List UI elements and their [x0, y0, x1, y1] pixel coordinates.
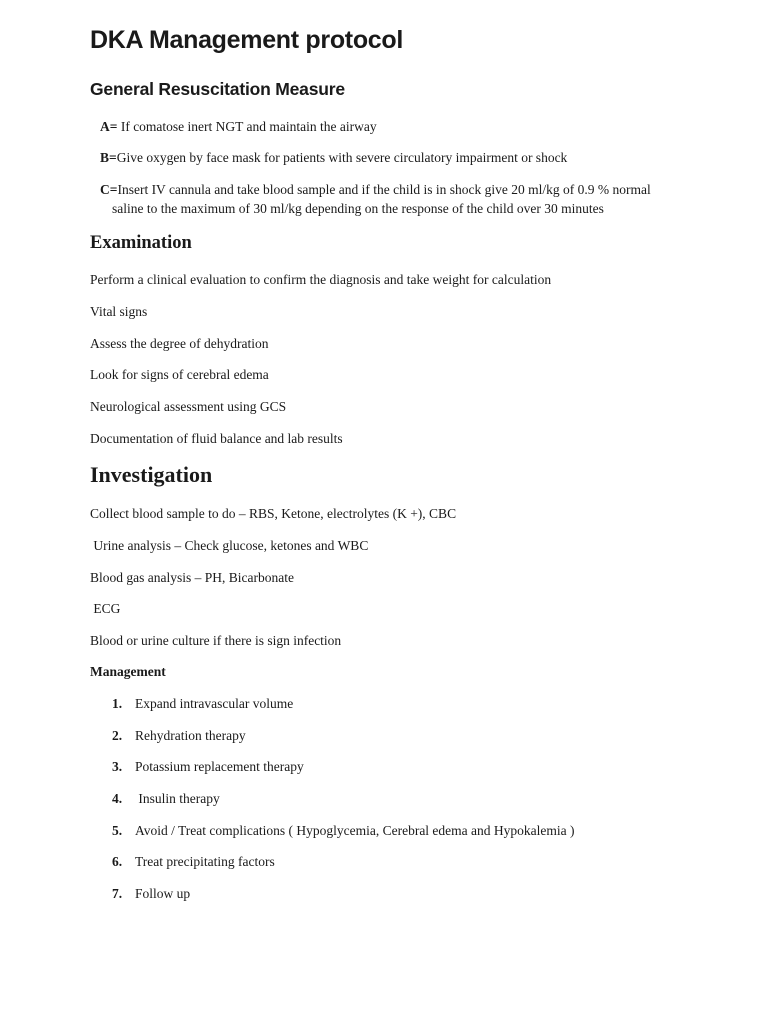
document-title: DKA Management protocol [90, 26, 404, 54]
investigation-item: Urine analysis – Check glucose, ketones and WBC [90, 538, 369, 553]
investigation-item: Blood gas analysis – PH, Bicarbonate [90, 570, 294, 585]
investigation-item: Collect blood sample to do – RBS, Ketone, electrolytes (K +), CBC [90, 506, 457, 521]
investigation-heading: Investigation [90, 462, 213, 487]
list-text: Potassium replacement therapy [135, 759, 304, 774]
management-item [112, 695, 293, 713]
examination-heading: Examination [90, 233, 192, 253]
list-number: 7. [112, 886, 123, 901]
list-number: 1. [112, 696, 123, 711]
list-text: Treat precipitating factors [135, 854, 275, 869]
investigation-item: Blood or urine culture if there is sign infection [90, 633, 342, 648]
abc-item-c [100, 180, 651, 218]
list-text: Avoid / Treat complications ( Hypoglycemia, Cerebral edema and Hypokalemia ) [135, 823, 575, 838]
management-item [112, 758, 304, 776]
list-number: 6. [112, 854, 123, 869]
investigation-item: ECG [90, 601, 121, 616]
abc-item-a [100, 117, 377, 136]
abc-text: If comatose inert NGT and maintain the airway [117, 119, 377, 134]
management-heading: Management [90, 664, 166, 679]
abc-text: Give oxygen by face mask for patients with severe circulatory impairment or shock [116, 150, 568, 165]
abc-text: Insert IV cannula and take blood sample and if the child is in shock give 20 ml/kg of 0.9 % normal [117, 182, 651, 197]
management-item [112, 790, 220, 808]
list-text: Insulin therapy [135, 791, 220, 806]
list-number: 3. [112, 759, 123, 774]
management-item [112, 853, 275, 871]
list-text: Rehydration therapy [135, 728, 246, 743]
examination-item: Documentation of fluid balance and lab results [90, 431, 343, 446]
list-number: 4. [112, 791, 123, 806]
abc-letter: A= [100, 119, 118, 134]
abc-text-continuation: saline to the maximum of 30 ml/kg depending on the response of the child over 30 minutes [112, 201, 604, 216]
management-item [112, 885, 190, 903]
examination-item: Look for signs of cerebral edema [90, 367, 269, 382]
abc-letter: C= [100, 182, 118, 197]
abc-item-b [100, 148, 567, 167]
examination-item: Vital signs [90, 304, 148, 319]
management-item [112, 727, 246, 745]
examination-item: Assess the degree of dehydration [90, 336, 269, 351]
list-text: Expand intravascular volume [135, 696, 294, 711]
management-item [112, 822, 575, 840]
abc-letter: B= [100, 150, 117, 165]
examination-item: Perform a clinical evaluation to confirm the diagnosis and take weight for calculation [90, 272, 552, 287]
list-number: 5. [112, 823, 123, 838]
list-text: Follow up [135, 886, 191, 901]
general-resuscitation-heading: General Resuscitation Measure [90, 79, 345, 99]
list-number: 2. [112, 728, 123, 743]
examination-item: Neurological assessment using GCS [90, 399, 287, 414]
